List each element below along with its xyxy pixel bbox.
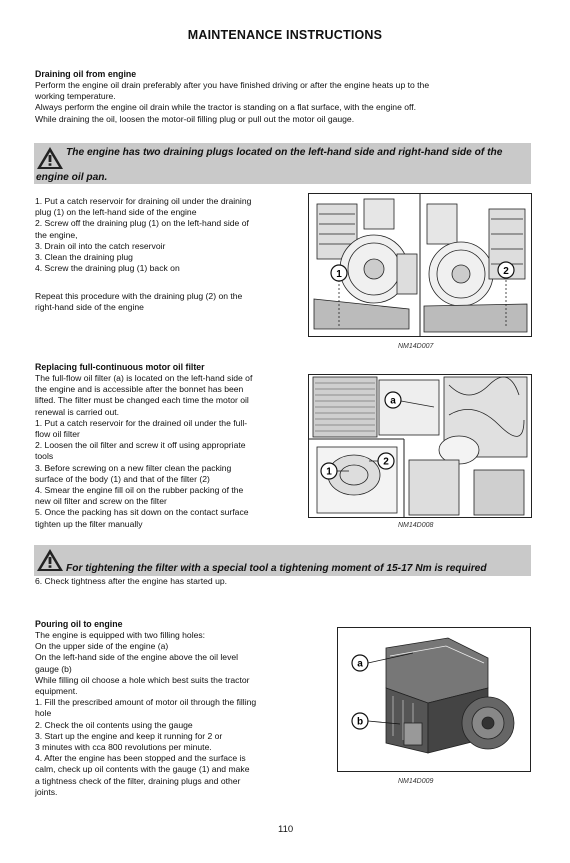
text-line: 3 minutes with cca 800 revolutions per minute.: [35, 742, 212, 753]
callout-label: a: [390, 395, 396, 407]
text-line: 1. Fill the prescribed amount of motor oil through the filling: [35, 697, 257, 708]
text-line: surface of the body (1) and that of the filter (2): [35, 473, 210, 484]
section1-paragraph: [35, 80, 429, 125]
text-line: 3. Before screwing on a new filter clean the packing: [35, 462, 232, 473]
step-line: plug (1) on the left-hand side of the engine: [35, 207, 197, 218]
warning-banner-draining-plugs: [34, 143, 531, 184]
figure-caption: NM14D009: [398, 778, 434, 785]
section-heading-pouring-oil: Pouring oil to engine: [35, 619, 123, 629]
figure-caption: NM14D007: [398, 343, 434, 350]
section3-paragraph: [35, 630, 256, 798]
text-line: While filling oil choose a hole which best suits the tractor: [35, 674, 250, 685]
text-line: lifted. The filter must be changed each time the motor oil: [35, 395, 249, 406]
step-line: 3. Drain oil into the catch reservoir: [35, 240, 166, 251]
warning-triangle-icon: [36, 146, 64, 170]
text-line: right-hand side of the engine: [35, 302, 144, 313]
warning-text: [66, 147, 502, 159]
step-line: 2. Screw off the draining plug (1) on the left-hand side of: [35, 218, 249, 229]
step-6: 6. Check tightness after the engine has started up.: [35, 576, 228, 586]
warning-triangle-icon: [36, 548, 64, 572]
callout-label: 1: [326, 466, 332, 478]
callout-label: 1: [336, 269, 342, 280]
step-line: the engine,: [35, 229, 78, 240]
text-line: Always perform the engine oil drain while the tractor is standing on a flat surface, with the engine off.: [35, 102, 417, 113]
warning-line: engine oil pan.: [36, 172, 108, 183]
repeat-note: [35, 291, 242, 313]
text-line: the engine and is accessible after the bonnet has been: [35, 384, 244, 395]
engine-drain-illustration: [309, 194, 531, 336]
figure-engine-draining-plugs: [308, 193, 532, 337]
text-line: calm, check up oil contents with the gauge (1) and make: [35, 764, 250, 775]
callout-b: [352, 713, 368, 729]
step-line: 1. Put a catch reservoir for draining oil under the draining: [35, 196, 252, 206]
warning-line: The engine has two draining plugs located on the left-hand side and right-hand side of the: [66, 147, 503, 158]
callout-2: [378, 453, 394, 469]
text-line: working temperature.: [35, 91, 116, 102]
text-line: 5. Once the packing has sit down on the contact surface: [35, 507, 249, 518]
text-line: gauge (b): [35, 663, 72, 674]
oil-filter-illustration: [309, 375, 531, 517]
step-line: 3. Clean the draining plug: [35, 252, 133, 263]
section2-paragraph: [35, 373, 252, 530]
text-line: tighten up the filter manually: [35, 518, 143, 529]
warning-line: For tightening the filter with a special tool a tightening moment of 15-17 Nm is required: [66, 563, 487, 574]
page-title: MAINTENANCE INSTRUCTIONS: [187, 28, 383, 42]
text-line: While draining the oil, loosen the motor-oil filling plug or pull out the motor oil gauge.: [35, 113, 355, 124]
text-line: tools: [35, 451, 54, 462]
step-line: 4. Screw the draining plug (1) back on: [35, 263, 180, 274]
callout-1: [331, 265, 347, 281]
text-line: Repeat this procedure with the draining plug (2) on the: [35, 291, 243, 301]
engine-filling-illustration: [338, 628, 530, 771]
callout-2: [498, 262, 514, 278]
text-line: On the left-hand side of the engine above the oil level: [35, 652, 239, 663]
draining-steps: [35, 196, 251, 274]
figure-engine-filling-holes: [337, 627, 531, 772]
callout-label: a: [357, 658, 363, 670]
text-line: On the upper side of the engine (a): [35, 641, 169, 652]
page-number: 110: [278, 824, 294, 835]
section-heading-oil-filter: Replacing full-continuous motor oil filter: [35, 362, 205, 372]
warning-banner-tightening-moment: [34, 545, 531, 576]
text-line: The full-flow oil filter (a) is located on the left-hand side of: [35, 373, 253, 383]
warning-text: [66, 563, 487, 575]
callout-a: [352, 655, 368, 671]
text-line: new oil filter and screw on the filter: [35, 496, 167, 507]
text-line: hole: [35, 708, 52, 719]
callout-1: [321, 463, 337, 479]
text-line: renewal is carried out.: [35, 406, 120, 417]
text-line: 4. After the engine has been stopped and the surface is: [35, 753, 246, 764]
callout-a: [385, 392, 401, 408]
text-line: 2. Loosen the oil filter and screw it off using appropriate: [35, 440, 246, 451]
text-line: 4. Smear the engine fill oil on the rubber packing of the: [35, 485, 244, 496]
text-line: The engine is equipped with two filling holes:: [35, 630, 206, 640]
text-line: joints.: [35, 786, 58, 797]
figure-caption: NM14D008: [398, 522, 434, 529]
text-line: 3. Start up the engine and keep it running for 2 or: [35, 730, 223, 741]
callout-label: 2: [503, 266, 509, 277]
text-line: equipment.: [35, 686, 78, 697]
text-line: a tightness check of the filter, draining plugs and other: [35, 775, 241, 786]
section-heading-draining-oil: Draining oil from engine: [35, 69, 137, 79]
text-line: Perform the engine oil drain preferably after you have finished driving or after the engine heats up to the: [35, 80, 430, 90]
text-line: 1. Put a catch reservoir for the drained oil under the full-: [35, 417, 248, 428]
text-line: 2. Check the oil contents using the gauge: [35, 719, 193, 730]
figure-oil-filter: [308, 374, 532, 518]
callout-label: 2: [383, 456, 389, 468]
text-line: flow oil filter: [35, 429, 80, 440]
callout-label: b: [356, 716, 364, 728]
